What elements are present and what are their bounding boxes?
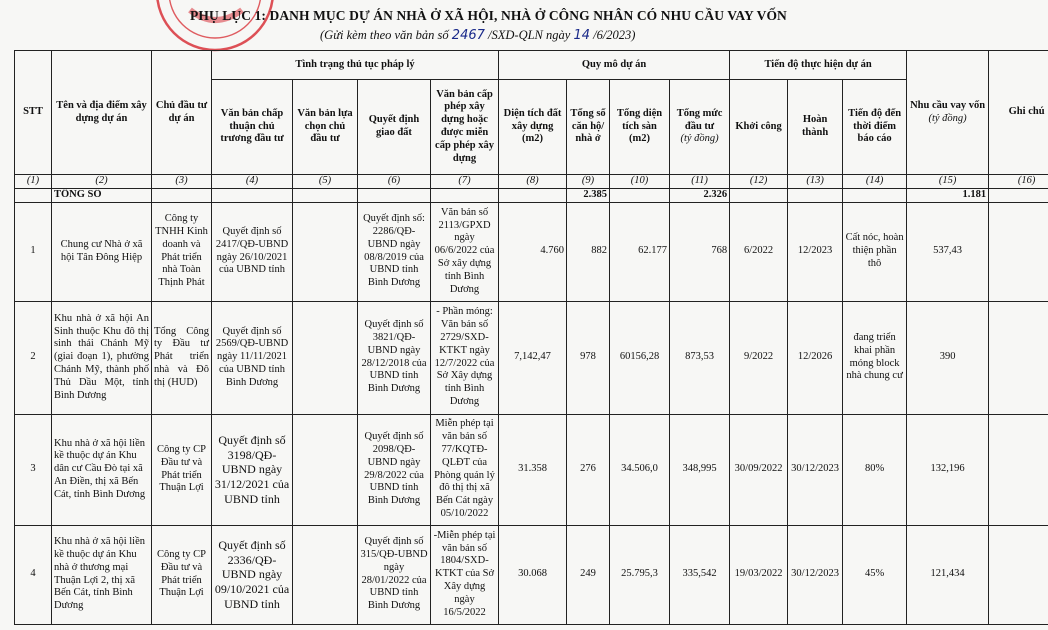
row-note [989,525,1048,624]
row-units: 978 [567,301,610,414]
row-land: Quyết định số 2098/QĐ-UBND ngày 29/8/2022 của UBND tỉnh Bình Dương [358,414,431,525]
row-permit: Miễn phép tại văn bản số 77/KQTĐ-QLĐT của Phòng quản lý đô thị thị xã Bến Cát ngày 05/10/2022 [431,414,499,525]
document-title: PHỤ LỤC 1: DANH MỤC DỰ ÁN NHÀ Ở XÃ HỘI, NHÀ Ở CÔNG NHÂN CÓ NHU CẦU VAY VỐN [190,8,787,23]
row-approval: Quyết định số 3198/QĐ-UBND ngày 31/12/2021 của UBND tỉnh [212,414,293,525]
row-land-area: 4.760 [499,202,567,301]
row-permit: -Miễn phép tại văn bản số 1804/SXD-KTKT của Sở Xây dựng ngày 16/5/2022 [431,525,499,624]
header-floor-area: Tổng diện tích sàn (m2) [610,80,670,175]
row-stt: 3 [15,414,52,525]
row-loan: 121,434 [907,525,989,624]
column-index: (9) [567,175,610,189]
row-approval: Quyết định số 2336/QĐ-UBND ngày 09/10/2021 của UBND tỉnh [212,525,293,624]
header-investor: Chủ đầu tư dự án [152,51,212,175]
row-status: 80% [843,414,907,525]
document-subtitle: (Gửi kèm theo văn bản số 2467 /SXD-QLN ngày 14 /6/2023) [320,28,636,43]
row-stt: 4 [15,525,52,624]
total-label: TỔNG SỐ [52,188,152,202]
row-units: 249 [567,525,610,624]
row-land: Quyết định số 3821/QĐ-UBND ngày 28/12/2018 của UBND tỉnh Bình Dương [358,301,431,414]
column-index: (1) [15,175,52,189]
row-floor-area: 62.177 [610,202,670,301]
total-units: 2.385 [567,188,610,202]
project-table [14,50,1048,625]
header-units: Tổng số căn hộ/ nhà ở [567,80,610,175]
row-name: Khu nhà ở xã hội An Sinh thuộc Khu đô thị sinh thái Chánh Mỹ (giai đoạn 1), phường Chánh Mỹ, thành phố Thủ Dầu Một, tỉnh Bình Dương [52,301,152,414]
row-selection [293,202,358,301]
row-stt: 1 [15,202,52,301]
total-row [15,188,1048,202]
row-units: 882 [567,202,610,301]
row-selection [293,414,358,525]
row-investor: Tổng Công ty Đầu tư Phát triển nhà và Đô thị (HUD) [152,301,212,414]
column-index: (8) [499,175,567,189]
row-floor-area: 25.795,3 [610,525,670,624]
header-progress-group: Tiến độ thực hiện dự án [730,51,907,80]
row-start: 19/03/2022 [730,525,788,624]
row-permit: - Phần móng: Văn bản số 2729/SXD-KTKT ngày 12/7/2022 của Sở Xây dựng tỉnh Bình Dương [431,301,499,414]
handwritten-doc-number: 2467 [451,28,485,43]
column-index: (12) [730,175,788,189]
row-approval: Quyết định số 2569/QĐ-UBND ngày 11/11/2021 của UBND tỉnh Bình Dương [212,301,293,414]
row-land-area: 30.068 [499,525,567,624]
column-index: (10) [610,175,670,189]
header-investment: Tổng mức đầu tư (tỷ đồng) [670,80,730,175]
header-start: Khởi công [730,80,788,175]
row-land: Quyết định số 315/QĐ-UBND ngày 28/01/2022 của UBND tỉnh Bình Dương [358,525,431,624]
header-scale-group: Quy mô dự án [499,51,730,80]
row-investor: Công ty CP Đầu tư và Phát triển Thuận Lợi [152,414,212,525]
row-finish: 30/12/2023 [788,414,843,525]
table-row [15,525,1048,624]
row-loan: 390 [907,301,989,414]
header-finish: Hoàn thành [788,80,843,175]
row-units: 276 [567,414,610,525]
column-index: (11) [670,175,730,189]
column-index: (6) [358,175,431,189]
row-name: Khu nhà ở xã hội liền kề thuộc dự án Khu nhà ở thương mại Thuận Lợi 2, thị xã Bến Cát, tỉnh Bình Dương [52,525,152,624]
row-permit: Văn bản số 2113/GPXD ngày 06/6/2022 của Sở xây dựng tỉnh Bình Dương [431,202,499,301]
table-row [15,301,1048,414]
row-selection [293,525,358,624]
row-status: Cất nóc, hoàn thiện phần thô [843,202,907,301]
header-land: Quyết định giao đất [358,80,431,175]
header-name: Tên và địa điểm xây dựng dự án [52,51,152,175]
row-land-area: 31.358 [499,414,567,525]
row-note [989,202,1048,301]
header-approval: Văn bản chấp thuận chủ trương đầu tư [212,80,293,175]
row-finish: 12/2026 [788,301,843,414]
row-start: 6/2022 [730,202,788,301]
column-index: (2) [52,175,152,189]
column-index: (5) [293,175,358,189]
header-selection: Văn bản lựa chọn chủ đầu tư [293,80,358,175]
table-row [15,414,1048,525]
table-row [15,202,1048,301]
header-permit: Văn bản cấp phép xây dựng hoặc được miễn cấp phép xây dựng [431,80,499,175]
column-index: (16) [989,175,1048,189]
column-index: (15) [907,175,989,189]
row-floor-area: 60156,28 [610,301,670,414]
row-note [989,301,1048,414]
row-investment: 873,53 [670,301,730,414]
row-finish: 12/2023 [788,202,843,301]
row-investment: 768 [670,202,730,301]
row-name: Chung cư Nhà ở xã hội Tân Đông Hiệp [52,202,152,301]
row-start: 9/2022 [730,301,788,414]
column-index: (7) [431,175,499,189]
row-floor-area: 34.506,0 [610,414,670,525]
column-index: (4) [212,175,293,189]
row-note [989,414,1048,525]
header-note: Ghi chú [989,51,1048,175]
row-approval: Quyết định số 2417/QĐ-UBND ngày 26/10/2021 của UBND tỉnh [212,202,293,301]
header-legal-group: Tình trạng thủ tục pháp lý [212,51,499,80]
row-selection [293,301,358,414]
column-index: (14) [843,175,907,189]
row-investment: 335,542 [670,525,730,624]
header-status: Tiến độ đến thời điểm báo cáo [843,80,907,175]
row-investor: Công ty CP Đầu tư và Phát triển Thuận Lợi [152,525,212,624]
row-loan: 537,43 [907,202,989,301]
row-finish: 30/12/2023 [788,525,843,624]
row-stt: 2 [15,301,52,414]
row-status: 45% [843,525,907,624]
row-investor: Công ty TNHH Kinh doanh và Phát triển nhà Toàn Thịnh Phát [152,202,212,301]
header-stt: STT [15,51,52,175]
row-loan: 132,196 [907,414,989,525]
column-index-row [15,175,1048,189]
column-index: (3) [152,175,212,189]
header-loan: Nhu cầu vay vốn (tỷ đồng) [907,51,989,175]
row-land: Quyết định số: 2286/QĐ-UBND ngày 08/8/2019 của UBND tỉnh Bình Dương [358,202,431,301]
row-status: đang triển khai phần móng block nhà chung cư [843,301,907,414]
row-name: Khu nhà ở xã hội liền kề thuộc dự án Khu dân cư Cầu Đò tại xã An Điền, thị xã Bến Cát, tỉnh Bình Dương [52,414,152,525]
header-land-area: Diện tích đất xây dựng (m2) [499,80,567,175]
column-index: (13) [788,175,843,189]
total-investment: 2.326 [670,188,730,202]
row-land-area: 7,142,47 [499,301,567,414]
row-start: 30/09/2022 [730,414,788,525]
total-loan: 1.181 [907,188,989,202]
handwritten-date: 14 [573,28,590,43]
row-investment: 348,995 [670,414,730,525]
